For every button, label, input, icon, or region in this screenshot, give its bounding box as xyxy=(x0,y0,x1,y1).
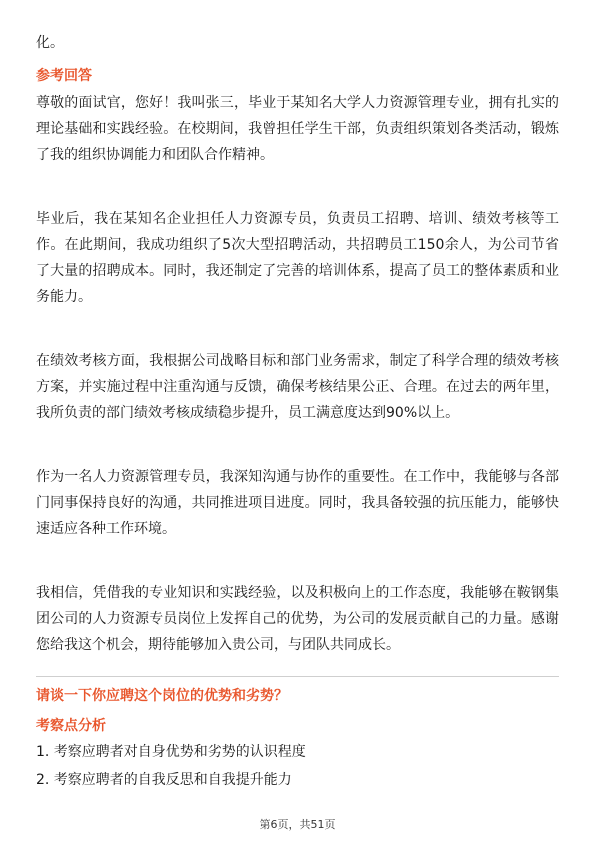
answer-paragraph-2: 毕业后，我在某知名企业担任人力资源专员，负责员工招聘、培训、绩效考核等工作。在此期间，我成功组织了5次大型招聘活动，共招聘员工150余人，为公司节省了大量的招聘成本。同时，我还制定了完善的培训体系，提高了员工的整体素质和业务能力。 xyxy=(36,211,559,305)
answer-paragraph-3: 在绩效考核方面，我根据公司战略目标和部门业务需求，制定了科学合理的绩效考核方案，并实施过程中注重沟通与反馈，确保考核结果公正、合理。在过去的两年里，我所负责的部门绩效考核成绩稳步提升，员工满意度达到90%以上。 xyxy=(36,353,559,421)
question-heading: 请谈一下你应聘这个岗位的优势和劣势？ xyxy=(36,688,288,704)
answer-paragraph-1: 尊敬的面试官，您好！我叫张三，毕业于某知名大学人力资源管理专业，拥有扎实的理论基础和实践经验。在校期间，我曾担任学生干部，负责组织策划各类活动，锻炼了我的组织协调能力和团队合作精神。 xyxy=(36,95,559,163)
answer-paragraph-4: 作为一名人力资源管理专员，我深知沟通与协作的重要性。在工作中，我能够与各部门同事保持良好的沟通，共同推进项目进度。同时，我具备较强的抗压能力，能够快速适应各种工作环境。 xyxy=(36,469,559,537)
answer-paragraph-5: 我相信，凭借我的专业知识和实践经验，以及积极向上的工作态度，我能够在鞍钢集团公司的人力资源专员岗位上发挥自己的优势，为公司的发展贡献自己的力量。感谢您给我这个机会，期待能够加入贵公司，与团队共同成长。 xyxy=(36,585,559,653)
section-divider xyxy=(36,676,559,677)
analysis-item-1: 1. 考察应聘者对自身优势和劣势的认识程度 xyxy=(36,744,306,760)
continuation-text: 化。 xyxy=(36,35,64,51)
answer-label: 参考回答 xyxy=(36,68,92,84)
page-footer: 第6页，共51页 xyxy=(259,818,336,831)
analysis-label: 考察点分析 xyxy=(36,718,106,734)
analysis-item-2: 2. 考察应聘者的自我反思和自我提升能力 xyxy=(36,772,292,788)
